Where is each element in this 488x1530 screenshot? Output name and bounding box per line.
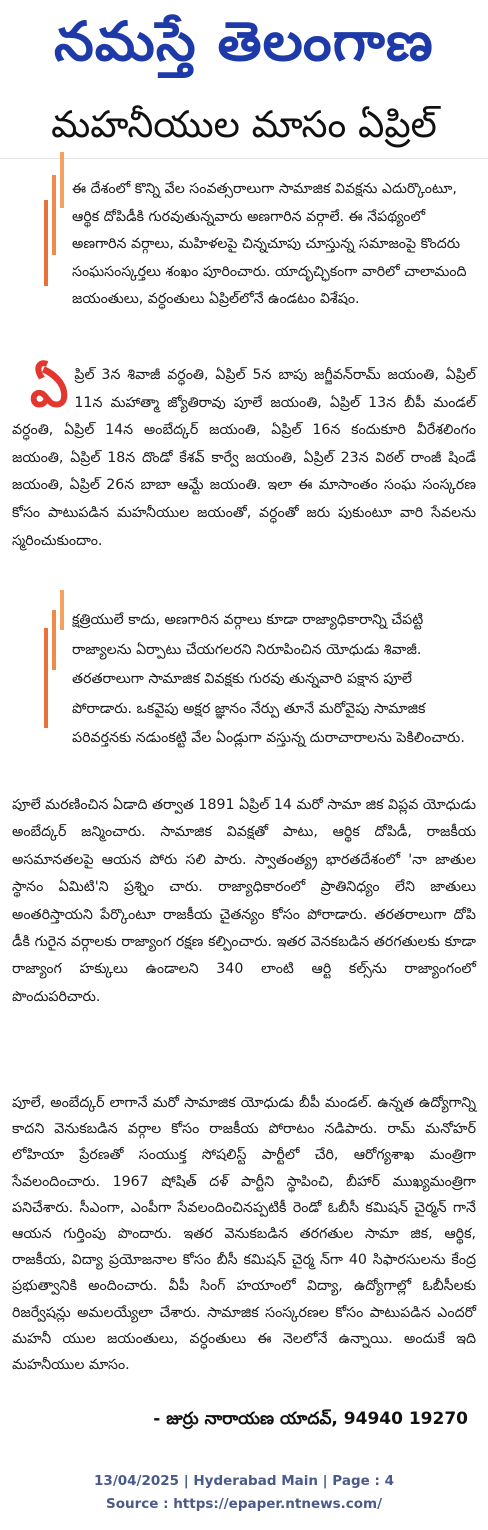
pull-quote-2: క్షత్రియులే కాదు, అణగారిన వర్గాలు కూడా రాజ్యాధికారాన్ని చేపట్టి రాజ్యాలను ఏర్పాటు చేయగలరని నిరూపించిన యోధుడు శివాజీ. తరతరాలుగా సామాజిక వివక్షకు గురవు తున్నవారి పక్షాన పూలే పోరాడారు. ఒకవైపు అక్షర జ్ఞానం నేర్పు తూనే మరోవైపు సామాజిక పరివర్తనకు నడుంకట్టి వేల ఏండ్లుగా వస్తున్న దురాచారాలను పెకిలించారు. (72, 612, 465, 746)
drop-cap: ఏ (30, 356, 69, 419)
pull-quote-accent-bar (52, 175, 56, 255)
article-headline (0, 100, 488, 159)
edition-info: 13/04/2025 | Hyderabad Main | Page : 4 (94, 1473, 394, 1489)
article-byline: - జుర్రు నారాయణ యాదవ్, 94940 19270 (153, 1409, 468, 1429)
pull-quote-accent-bar (60, 590, 64, 630)
article-paragraph-1 (12, 356, 476, 555)
pull-quote-accent-bar (44, 200, 48, 286)
newspaper-name: నమస్తే తెలంగాణ (54, 9, 434, 73)
pull-quote-accent-bar (60, 152, 64, 208)
source-link[interactable]: Source : https://epaper.ntnews.com/ (105, 1496, 383, 1512)
pull-quote-accent-bar (52, 610, 56, 670)
pull-quote-1: ఈ దేశంలో కొన్ని వేల సంవత్సరాలుగా సామాజిక వివక్షను ఎదుర్కొంటూ, ఆర్థిక దోపిడీకి గురవుతున్నవారు అణగారిన వర్గాలే. ఈ నేపథ్యంలో అణగారిన వర్గాలు, మహిళలపై చిన్నచూపు చూస్తున్న సమాజంపై కొందరు సంఘసంస్కర్తలు శంఖం పూరించారు. యాదృచ్ఛికంగా వారిలో చాలామంది జయంతులు, వర్ధంతులు ఏప్రిల్‌లోనే ఉండటం విశేషం. (72, 181, 467, 307)
headline-text: మహనీయుల మాసం ఏప్రిల్ (51, 103, 437, 146)
article-paragraph-2: పూలే మరణించిన ఏడాది తర్వాత 1891 ఏప్రిల్ 14 మరో సామా జిక విప్లవ యోధుడు అంబేద్కర్ జన్మించారు. సామాజిక వివక్షతో పాటు, ఆర్థిక దోపిడీ, రాజకీయ అసమానతలపై ఆయన పోరు సలి పారు. స్వాతంత్య్ర భారతదేశంలో 'నా జాతుల స్థానం ఏమిటి'ని ప్రశ్నిం చారు. రాజ్యాధికారంలో ప్రాతినిధ్యం లేని జాతులు అంతరిస్తాయని పేర్కొంటూ రాజకీయ చైతన్యం కోసం పోరాడారు. తరతరాలుగా దోపి డీకి గురైన వర్గాలకు రాజ్యాంగ రక్షణ కల్పించారు. ఇతర వెనకబడిన తరగతులకు కూడా రాజ్యాంగ హక్కులు ఉండాలని 340 లాంటి ఆర్టి కల్స్‌ను రాజ్యాంగంలో పొందుపరిచారు. (12, 797, 476, 1005)
masthead (0, 0, 488, 96)
article-paragraph-3: పూలే, అంబేద్కర్ లాగానే మరో సామాజిక యోధుడు బీపీ మండల్. ఉన్నత ఉద్యోగాన్ని కాదని వెనుకబడిన వర్గాల కోసం రాజకీయ పోరాటం నడిపారు. రామ్ మనోహర్ లోహియా ప్రేరణతో సంయుక్త సోషలిస్ట్ పార్టీలో చేరి, ఆరోగ్యశాఖ మంత్రిగా సేవలందించారు. 1967 షోషిత్ దళ్ పార్టీని స్థాపించి, బీహార్ ముఖ్యమంత్రిగా పనిచేశారు. సీఎంగా, ఎంపీగా సేవలందించినప్పటికీ రెండో ఓబీసీ కమిషన్ చైర్మన్ గానే ఆయన గుర్తింపు పొందారు. ఇతర వెనుకబడిన తరగతుల సామా జిక, ఆర్థిక, రాజకీయ, విద్యా ప్రయోజనాల కోసం బీసీ కమిషన్ చైర్మ న్‌గా 40 సిఫారసులను కేంద్ర ప్రభుత్వానికి అందించారు. వీపీ సింగ్ హయాంలో విద్యా, ఉద్యోగాల్లో ఓబీసీలకు రిజర్వేషన్లు అమలయ్యేలా చేశారు. సామాజిక సంస్కరణల కోసం పాటుపడిన ఎందరో మహనీ యుల జయంతులు, వర్ధంతులు ఈ నెలలోనే ఉన్నాయి. అందుకే ఇది మహనీయుల మాసం. (12, 1095, 476, 1374)
paragraph-text: ప్రిల్ 3న శివాజీ వర్ధంతి, ఏప్రిల్ 5న బాపు జగ్జీవన్‌రామ్ జయంతి, ఏప్రిల్ 11న మహాత్మా జ్యోతిరావు పూలే జయంతి, ఏప్రిల్ 13న బీపీ మండల్ వర్ధంతి, ఏప్రిల్ 14న అంబేద్కర్ జయంతి, ఏప్రిల్ 16న కందుకూరి వీరేశలింగం జయంతి, ఏప్రిల్ 18న దొండో కేశవ్ కార్వే జయంతి, ఏప్రిల్ 23న విఠల్ రాంజీ షిండే జయంతి, ఏప్రిల్ 26న బాబా ఆమ్టే జయంతి. ఇలా ఈ మాసాంతం సంఘ సంస్కరణ కోసం పాటుపడిన మహనీయుల జయంతో, వర్ధంతో జరు పుకుంటూ వారి సేవలను స్మరించుకుందాం. (12, 367, 476, 549)
pull-quote-accent-bar (44, 628, 48, 728)
